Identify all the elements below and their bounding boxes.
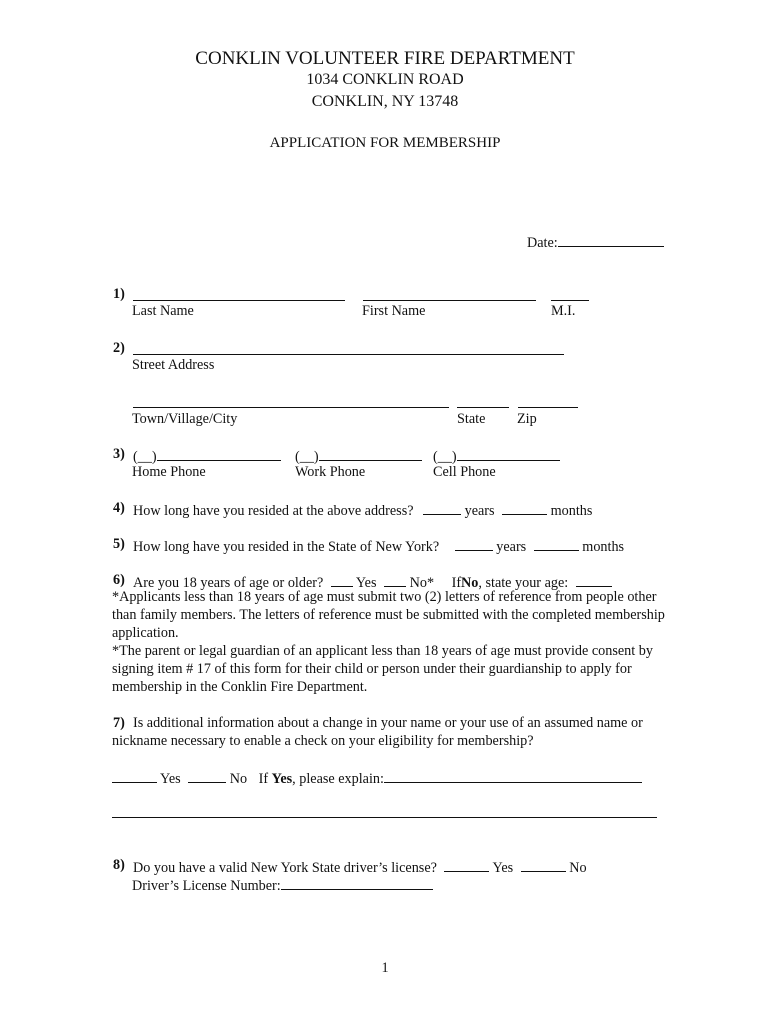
q7-yes-field[interactable] xyxy=(112,768,157,783)
first-name-label: First Name xyxy=(362,303,426,319)
q7-if-pre: If xyxy=(258,771,269,787)
date-row xyxy=(527,232,664,252)
zip-label: Zip xyxy=(517,411,537,427)
q5-years-field[interactable] xyxy=(455,536,493,551)
q6-no-field[interactable] xyxy=(384,572,406,587)
q4-row xyxy=(133,500,592,520)
mi-field[interactable] xyxy=(551,300,589,301)
q7-no-label: No xyxy=(229,771,248,787)
last-name-label: Last Name xyxy=(132,303,194,319)
q6-yes-field[interactable] xyxy=(331,572,353,587)
home-phone-field[interactable] xyxy=(157,446,281,461)
q6-note1-line2: than family members. The letters of reference must be submitted with the completed membership xyxy=(112,607,665,623)
q2-number: 2) xyxy=(113,340,125,356)
q5-text: How long have you resided in the State of New York? xyxy=(133,539,440,555)
work-phone-label: Work Phone xyxy=(295,464,366,480)
license-number-field[interactable] xyxy=(281,875,433,890)
q7-number: 7) xyxy=(113,715,125,731)
town-field[interactable] xyxy=(133,407,449,408)
work-phone-paren: (__) xyxy=(295,449,319,465)
q6-no-label: No* xyxy=(409,575,435,591)
q5-number: 5) xyxy=(113,536,125,552)
q8-no-field[interactable] xyxy=(521,857,566,872)
home-phone-paren: (__) xyxy=(133,449,157,465)
q8-no-label: No xyxy=(569,860,587,876)
work-phone-row xyxy=(295,446,422,466)
home-phone-row xyxy=(133,446,281,466)
q6-note2-line2: signing item # 17 of this form for their child or person under their guardianship to apply for xyxy=(112,661,632,677)
q5-years-label: years xyxy=(496,539,527,555)
q6-if-no: No xyxy=(461,575,479,591)
address-line-1: 1034 CONKLIN ROAD xyxy=(306,71,464,88)
q6-note1-line3: application. xyxy=(112,625,179,641)
zip-field[interactable] xyxy=(518,407,578,408)
q7-explain-line2[interactable] xyxy=(112,817,657,818)
cell-phone-field[interactable] xyxy=(457,446,560,461)
q4-months-field[interactable] xyxy=(502,500,547,515)
q7-yes-label: Yes xyxy=(160,771,181,787)
last-name-field[interactable] xyxy=(133,300,345,301)
cell-phone-paren: (__) xyxy=(433,449,457,465)
date-label: Date: xyxy=(527,235,558,251)
q3-number: 3) xyxy=(113,446,125,462)
form-title: APPLICATION FOR MEMBERSHIP xyxy=(269,135,501,151)
q6-if-post: , state your age: xyxy=(478,575,569,591)
q5-months-label: months xyxy=(582,539,625,555)
q8-yes-label: Yes xyxy=(492,860,514,876)
q7-if-yes: Yes xyxy=(271,771,293,787)
q8-license-label: Driver’s License Number: xyxy=(132,878,281,894)
street-address-field[interactable] xyxy=(133,354,564,355)
q5-row xyxy=(133,536,624,556)
q7-if-post: , please explain: xyxy=(292,771,384,787)
q8-text: Do you have a valid New York State driver’s license? xyxy=(133,860,437,876)
q5-months-field[interactable] xyxy=(534,536,579,551)
page-number: 1 xyxy=(381,960,389,976)
q4-months-label: months xyxy=(550,503,593,519)
work-phone-field[interactable] xyxy=(319,446,422,461)
town-label: Town/Village/City xyxy=(132,411,238,427)
q6-note1-line1: *Applicants less than 18 years of age must submit two (2) letters of reference from people other xyxy=(112,589,657,605)
q6-note2-line3: membership in the Conklin Fire Department. xyxy=(112,679,368,695)
q8-yes-field[interactable] xyxy=(444,857,489,872)
q6-text: Are you 18 years of age or older? xyxy=(133,575,324,591)
state-label: State xyxy=(457,411,486,427)
q8-license-row xyxy=(132,875,433,895)
q4-number: 4) xyxy=(113,500,125,516)
q8-row xyxy=(133,857,587,877)
q4-text: How long have you resided at the above address? xyxy=(133,503,414,519)
q7-text-line1: Is additional information about a change in your name or your use of an assumed name or xyxy=(133,715,643,731)
q4-years-label: years xyxy=(464,503,495,519)
first-name-field[interactable] xyxy=(363,300,536,301)
q6-number: 6) xyxy=(113,572,125,588)
q8-number: 8) xyxy=(113,857,125,873)
street-address-label: Street Address xyxy=(132,357,215,373)
q7-text-line2: nickname necessary to enable a check on your eligibility for membership? xyxy=(112,733,534,749)
state-field[interactable] xyxy=(457,407,509,408)
cell-phone-row xyxy=(433,446,560,466)
address-line-2: CONKLIN, NY 13748 xyxy=(311,93,459,110)
q4-years-field[interactable] xyxy=(423,500,461,515)
q7-answer-row xyxy=(112,768,642,788)
org-name: CONKLIN VOLUNTEER FIRE DEPARTMENT xyxy=(195,48,575,69)
home-phone-label: Home Phone xyxy=(132,464,206,480)
q6-if-pre: If xyxy=(451,575,462,591)
q6-age-field[interactable] xyxy=(576,572,612,587)
q1-number: 1) xyxy=(113,286,125,302)
q7-no-field[interactable] xyxy=(188,768,226,783)
q6-yes-label: Yes xyxy=(355,575,377,591)
q7-explain-field[interactable] xyxy=(384,768,642,783)
q6-note2-line1: *The parent or legal guardian of an applicant less than 18 years of age must provide consent by xyxy=(112,643,653,659)
cell-phone-label: Cell Phone xyxy=(433,464,496,480)
date-field[interactable] xyxy=(558,232,664,247)
mi-label: M.I. xyxy=(551,303,576,319)
